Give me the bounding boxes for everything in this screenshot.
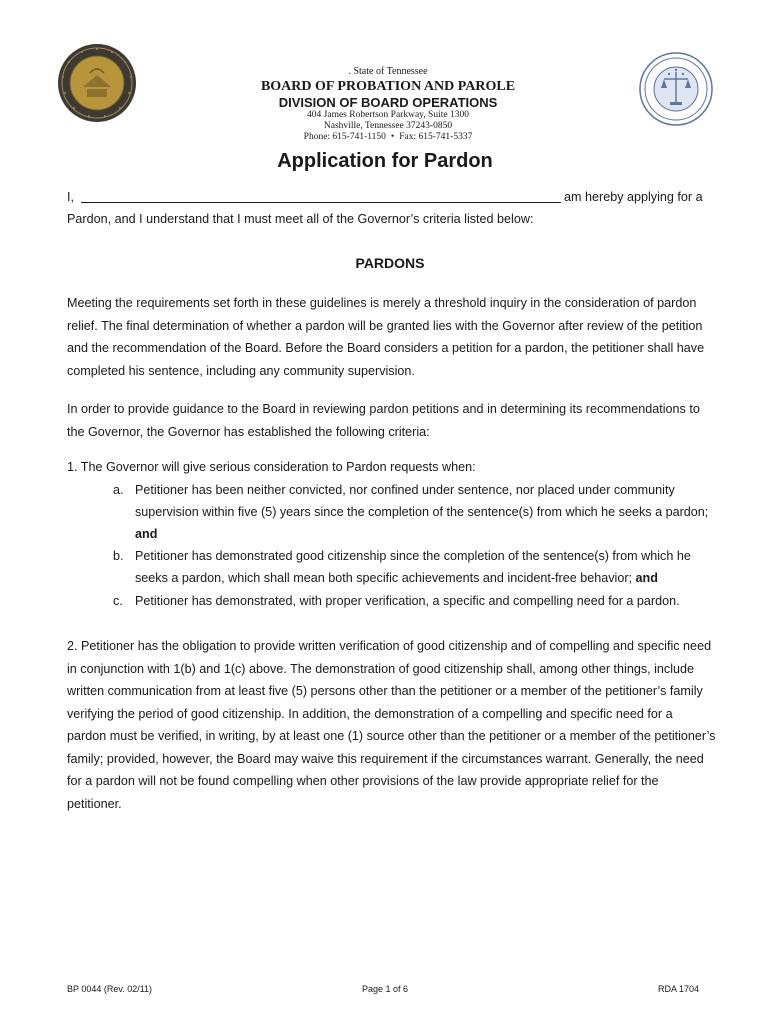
form-number: BP 0044 (Rev. 02/11) [67, 984, 153, 994]
criterion-1c [113, 590, 723, 613]
criterion-1a-and: and [135, 527, 158, 541]
fax-number: Fax: 615-741-5337 [399, 132, 473, 142]
applicant-name-field[interactable] [81, 189, 561, 203]
criterion-1-intro: 1. The Governor will give serious consideration to Pardon requests when: [67, 460, 476, 474]
paragraph-2 [67, 398, 717, 443]
criterion-1a-line-2: supervision within five (5) years since the completion of the sentence(s) from which he seeks a pardon; [135, 505, 709, 519]
paragraph-line: pardon must be verified, in writing, by at least one (1) source other than the petitioner or a member of the petitioner’s [67, 729, 716, 743]
item-text: Petitioner has demonstrated good citizenship since the completion of the sentence(s) from which he [135, 549, 691, 563]
paragraph-line: petitioner. [67, 796, 122, 811]
applicant-line-2: Pardon, and I understand that I must meet all of the Governor’s criteria listed below: [67, 212, 534, 226]
applicant-prefix: I, [67, 190, 74, 204]
paragraph-line: family; provided, however, the Board may waive this requirement if the circumstances warrant. Generally, the need [67, 751, 704, 766]
item-label: b. [113, 549, 124, 563]
paragraph-line: in conjunction with 1(b) and 1(c) above. The demonstration of good citizenship shall, among other things, include [67, 661, 695, 676]
applicant-line [67, 186, 717, 209]
criterion-1a [113, 479, 723, 502]
item-label: c. [113, 594, 123, 608]
paragraph-line: for a pardon will not be found compelling when other provisions of the law provide appropriate relief for the [67, 774, 659, 788]
paragraph-line: the Governor, the Governor has established the following criteria: [67, 424, 430, 439]
section-heading: PARDONS [355, 255, 425, 271]
item-text: Petitioner has demonstrated, with proper verification, a specific and compelling need for a pardon. [135, 594, 680, 608]
address-line-2: Nashville, Tennessee 37243-0850 [323, 121, 453, 131]
applicant-suffix: am hereby applying for a [564, 190, 703, 204]
page-number: Page 1 of 6 [361, 984, 409, 994]
criterion-1b [113, 545, 723, 568]
letterhead [190, 66, 586, 143]
paragraph-line: written communication from at least five (5) persons other than the petitioner or a member of the petitioner’s family [67, 684, 703, 698]
paragraph-line: Meeting the requirements set forth in these guidelines is merely a threshold inquiry in the consideration of pardon [67, 296, 697, 310]
bullet-separator: • [390, 132, 395, 142]
phone-number: Phone: 615-741-1150 [303, 132, 386, 142]
board-name: BOARD OF PROBATION AND PAROLE [260, 79, 516, 94]
contact-line [190, 132, 586, 143]
paragraph-line: In order to provide guidance to the Board in reviewing pardon petitions and in determining its recommendations to [67, 402, 700, 416]
paragraph-line: verifying the period of good citizenship. In addition, the demonstration of a compelling and specific need for a [67, 706, 673, 721]
item-text: Petitioner has been neither convicted, nor confined under sentence, nor placed under community [135, 483, 675, 497]
item-text: seeks a pardon, which shall mean both specific achievements and incident-free behavior; [135, 571, 633, 585]
division-name: DIVISION OF BOARD OPERATIONS [278, 95, 498, 110]
item-label: a. [113, 483, 124, 497]
paragraph-line: and the recommendation of the Board. Before the Board considers a petition for a pardon, the petitioner shall have [67, 341, 705, 355]
item-and: and [635, 571, 658, 585]
board-seal-logo [639, 52, 713, 126]
paragraph-line: relief. The final determination of whether a pardon will be granted lies with the Governor after review of the petition [67, 318, 703, 333]
address-line-1: 404 James Robertson Parkway, Suite 1300 [307, 110, 469, 120]
paragraph-1 [67, 292, 717, 382]
rda-number: RDA 1704 [658, 984, 700, 994]
criterion-2 [67, 635, 717, 815]
criterion-1b-line-2 [135, 567, 725, 590]
state-seal-logo [57, 43, 137, 123]
state-name: . State of Tennessee [348, 66, 428, 77]
paragraph-line: completed his sentence, including any community supervision. [67, 363, 415, 378]
document-title: Application for Pardon [277, 150, 493, 172]
paragraph-line: 2. Petitioner has the obligation to provide written verification of good citizenship and of compelling and specific need [67, 639, 712, 653]
